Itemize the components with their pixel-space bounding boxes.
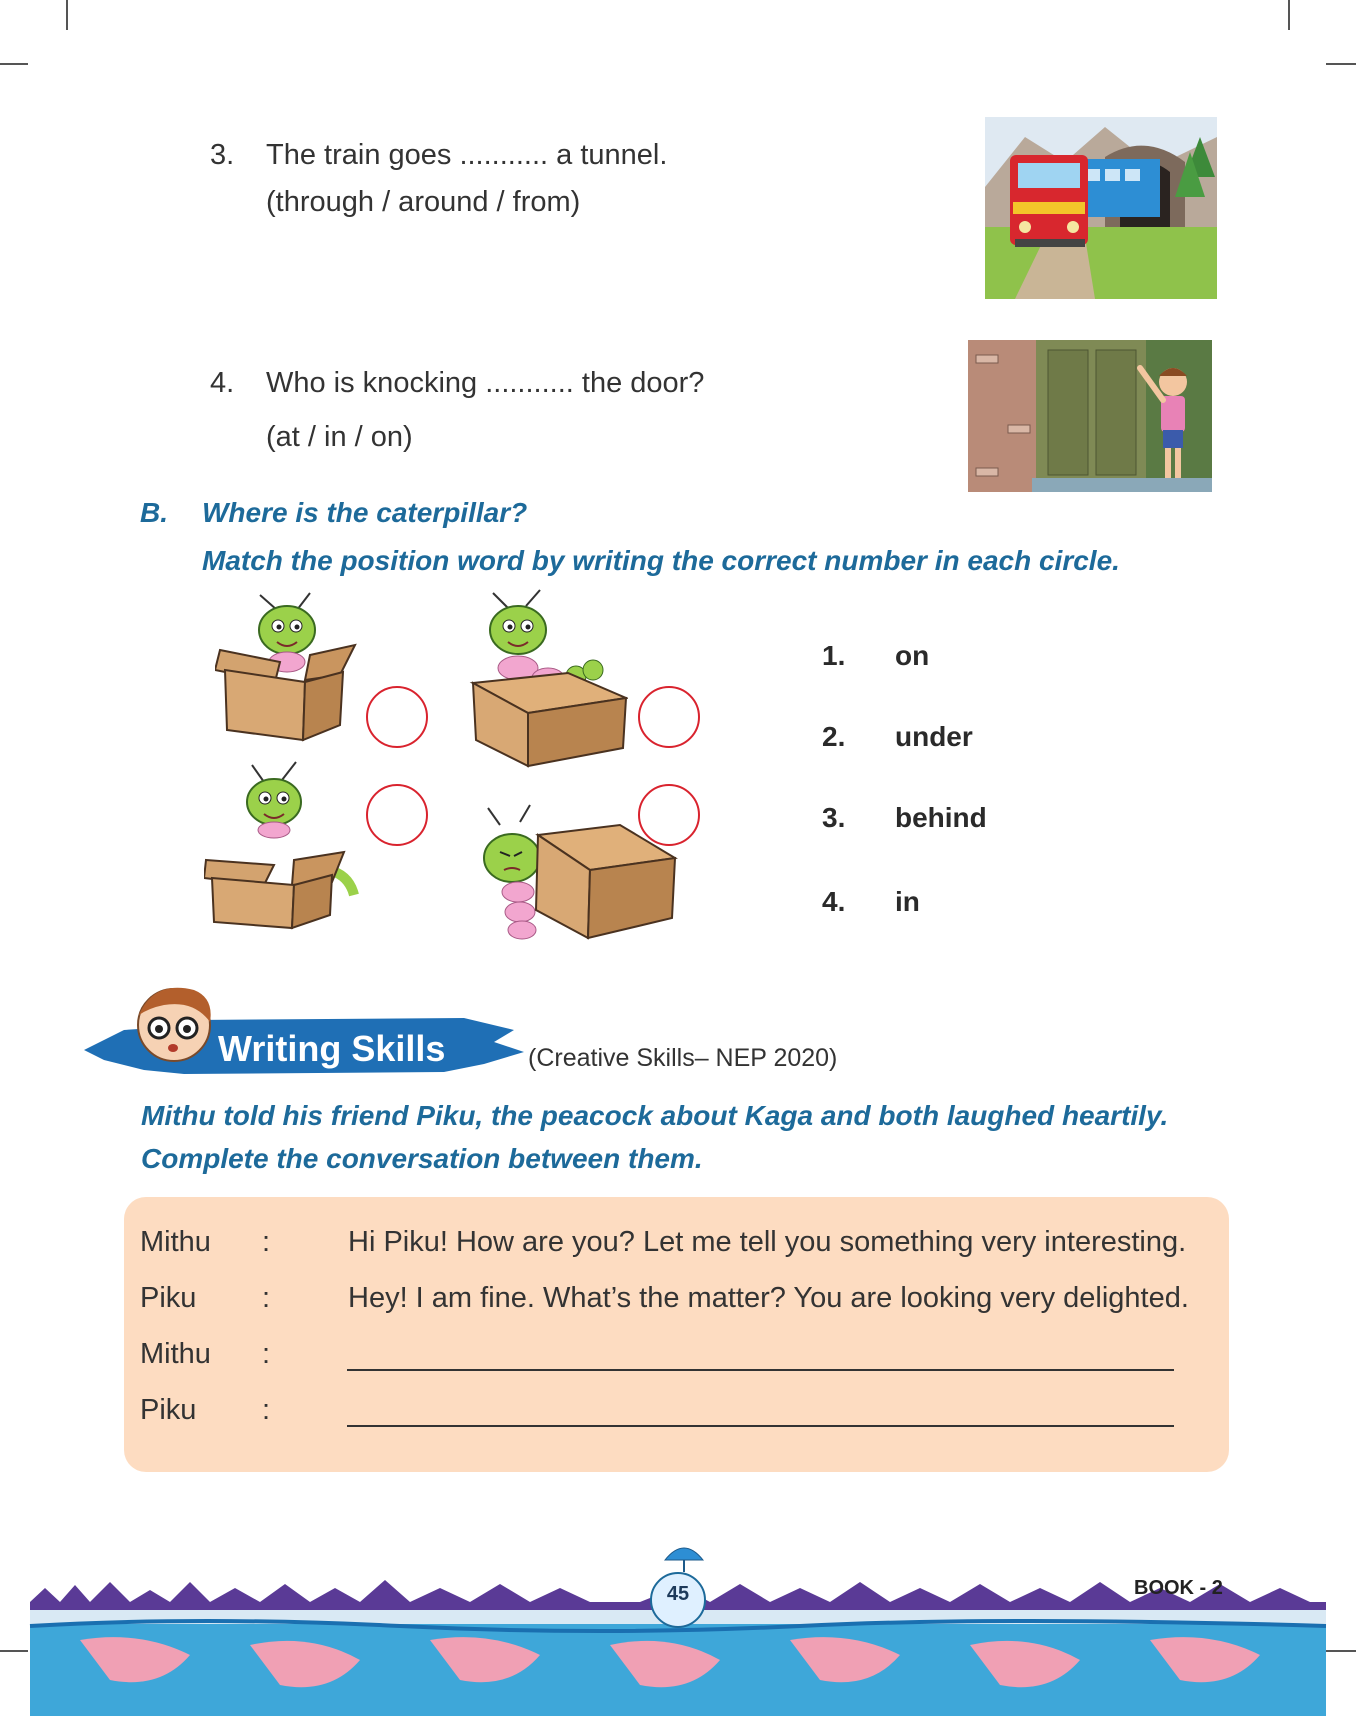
section-b-label: B. [140,497,168,528]
crop-mark [1288,0,1290,30]
answer-circle-3[interactable] [366,784,428,846]
question-3-number: 3. [210,139,235,171]
caterpillar-behind-box-illustration-icon [204,760,364,930]
umbrella-icon [663,1542,705,1574]
question-4-options: (at / in / on) [266,421,413,453]
conversation-blank-line[interactable] [347,1425,1174,1427]
writing-instruction-line-1: Mithu told his friend Piku, the peacock about Kaga and both laughed heartily. [141,1100,1169,1131]
conversation-line: Hi Piku! How are you? Let me tell you something very interesting. [348,1226,1187,1258]
answer-circle-1[interactable] [366,686,428,748]
option-3-word: behind [895,802,987,833]
conversation-speaker: Mithu [140,1338,211,1370]
option-4-number: 4. [822,886,846,917]
train-tunnel-illustration-icon [985,117,1217,299]
question-3-options: (through / around / from) [266,186,581,218]
question-3-sentence: The train goes ........... a tunnel. [266,139,668,171]
option-1-number: 1. [822,640,846,671]
option-1-word: on [895,640,930,671]
question-4-sentence: Who is knocking ........... the door? [266,367,705,399]
conversation-speaker: Piku [140,1282,197,1314]
conversation-line: Hey! I am fine. What’s the matter? You are looking very delighted. [348,1282,1189,1314]
boy-knocking-door-illustration-icon [968,340,1212,492]
crop-mark [66,0,68,30]
writing-skills-title: Writing Skills [218,1028,446,1069]
conversation-colon: : [262,1282,271,1314]
section-b-title: Where is the caterpillar? [202,497,528,528]
crop-mark [0,63,28,65]
option-2-word: under [895,721,973,752]
page-number: 45 [666,1583,690,1605]
option-2-number: 2. [822,721,846,752]
conversation-speaker: Mithu [140,1226,211,1258]
conversation-colon: : [262,1226,271,1258]
book-label: BOOK - 2 [1134,1577,1223,1599]
answer-circle-2[interactable] [638,686,700,748]
caterpillar-on-box-illustration-icon [468,588,628,768]
crop-mark [1326,63,1356,65]
conversation-blank-line[interactable] [347,1369,1174,1371]
question-4-number: 4. [210,367,235,399]
answer-circle-4[interactable] [638,784,700,846]
caterpillar-in-box-illustration-icon [215,590,365,745]
conversation-colon: : [262,1338,271,1370]
conversation-speaker: Piku [140,1394,197,1426]
section-b-instruction: Match the position word by writing the correct number in each circle. [202,545,1120,576]
writing-instruction-line-2: Complete the conversation between them. [141,1143,703,1174]
conversation-colon: : [262,1394,271,1426]
option-4-word: in [895,886,920,917]
writing-skills-subtitle: (Creative Skills– NEP 2020) [528,1044,838,1072]
option-3-number: 3. [822,802,846,833]
